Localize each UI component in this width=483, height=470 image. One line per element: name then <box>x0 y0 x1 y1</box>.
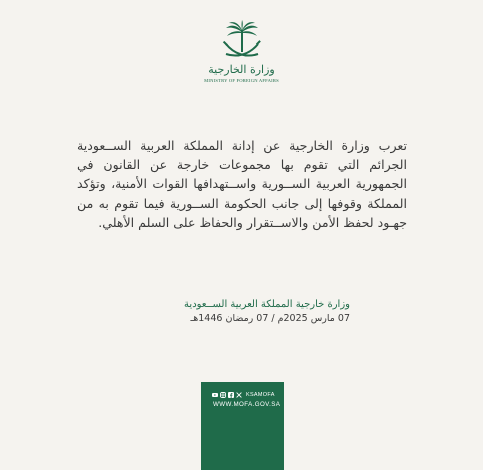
ministry-name-arabic: وزارة الخارجية <box>208 63 275 76</box>
social-handle[interactable]: KSAMOFA <box>246 392 275 398</box>
signature-block <box>150 298 350 326</box>
saudi-emblem-palm-swords-icon <box>220 20 264 62</box>
ministry-logo <box>203 20 280 90</box>
website-link[interactable]: WWW.MOFA.GOV.SA <box>213 401 281 408</box>
ministry-name-english: MINISTRY OF FOREIGN AFFAIRS <box>204 78 279 83</box>
social-links <box>212 392 275 398</box>
footer-card <box>201 382 284 470</box>
statement-text: تعرب وزارة الخارجية عن إدانة المملكة العربية الســعودية الجرائم التي تقوم بها مجموعات خارجة عن القانون في الجمهورية العربية الســورية واســتهدافها القوات الأمنية، وتؤكد المملكة وقوفها إلى جانب الحكومة الســورية فيما تقوم به من جهـود لحفظ الأمن والاســتقرار والحفاظ على السلم الأهلي. <box>77 138 407 230</box>
facebook-icon[interactable] <box>228 392 234 398</box>
instagram-icon[interactable] <box>220 392 226 398</box>
signature-ministry: وزارة خارجية المملكة العربية الســعودية <box>184 299 350 310</box>
x-icon[interactable] <box>236 392 242 398</box>
signature-date: 07 مارس 2025م / 07 رمضان 1446هـ <box>190 313 350 324</box>
youtube-icon[interactable] <box>212 392 218 398</box>
